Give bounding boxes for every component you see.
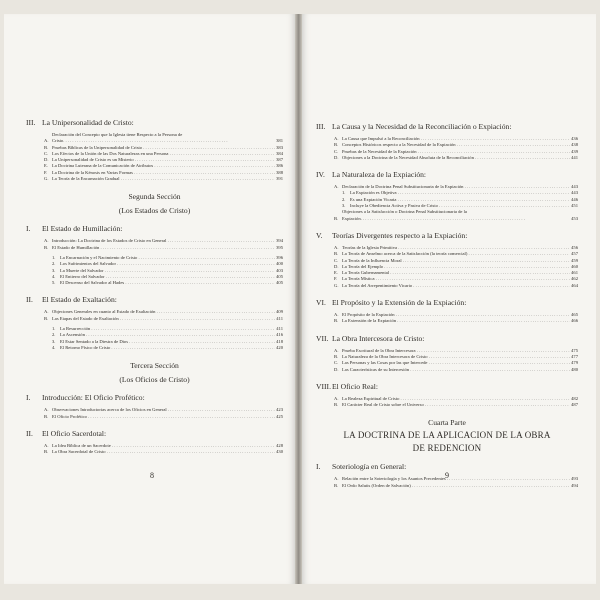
toc-entry-text: La Encarnación y el Nacimiento de Cristo . . . <box>60 255 275 261</box>
toc-entry-text: Introducción: La Doctrina de los Estados de Cristo en General . . . <box>52 238 275 244</box>
toc-section-title: Introducción: El Oficio Profético: <box>42 393 145 403</box>
toc-entry-marker: B. <box>44 449 49 455</box>
toc-entry-list <box>316 184 578 222</box>
toc-entry-marker: C. <box>334 257 339 263</box>
toc-entry-page[interactable]: 462 <box>571 276 578 282</box>
toc-entry-page[interactable]: 460 <box>571 263 578 269</box>
toc-entry-marker: G. <box>334 282 339 288</box>
toc-entry-text: La Teoría del Arrepentimiento Vicario . . . <box>342 283 570 289</box>
toc-entry-page[interactable]: 480 <box>571 366 578 372</box>
toc-entry-page[interactable]: 443 <box>571 184 578 190</box>
toc-entry-marker: F. <box>44 169 48 175</box>
toc-entry-marker: B. <box>44 244 49 250</box>
toc-entry-continuation <box>342 216 578 222</box>
toc-entry-page[interactable]: 418 <box>276 338 283 344</box>
toc-entry-text: Objeciones a la Doctrina de la Necesidad Absoluta de la Reconciliación . . . <box>342 155 570 161</box>
toc-entry-marker: D. <box>334 154 339 160</box>
toc-entry-page[interactable]: 420 <box>276 344 283 350</box>
toc-entry-page[interactable]: 405 <box>276 280 283 286</box>
left-page <box>4 14 295 584</box>
toc-section-numeral: III. <box>316 122 326 131</box>
toc-entry-page[interactable]: 464 <box>571 282 578 288</box>
toc-section-numeral: I. <box>316 462 321 472</box>
toc-section-numeral: II. <box>26 295 33 305</box>
toc-entry-marker: C. <box>334 360 339 366</box>
toc-entry-page[interactable]: 466 <box>571 318 578 324</box>
toc-entry-text: La Doctrina de la Kénosis en Varias Formas . . . <box>52 170 275 176</box>
toc-entry-page[interactable]: 446 <box>571 196 578 202</box>
toc-entry-marker: B. <box>334 402 339 408</box>
page-number-left: 8 <box>150 471 154 480</box>
toc-entry-text: Declaración de la Doctrina Penal Substitucionaria de la Expiación . . . <box>342 184 570 190</box>
toc-entry-text: Los Efectos de la Unión de las Dos Naturalezas en una Persona . . . <box>52 151 275 157</box>
toc-section-title: El Propósito y la Extensión de la Expiación: <box>332 298 467 308</box>
toc-entry-text <box>52 132 283 145</box>
toc-entry-text: La Expiación es Objetiva . . . <box>350 190 570 196</box>
toc-entry-page[interactable]: 441 <box>571 154 578 160</box>
toc-entry-text: La Muerte del Salvador . . . <box>60 268 275 274</box>
toc-entry-text: La Teoría de Anselmo acerca de la Satisfacción (la teoría comercial) . . . <box>342 251 570 257</box>
toc-entry-page[interactable]: 438 <box>571 142 578 148</box>
toc-entry-marker: E. <box>334 270 338 276</box>
toc-section-title: El Oficio Real: <box>332 381 378 391</box>
toc-section-heading <box>316 382 578 392</box>
toc-section <box>316 298 578 325</box>
toc-entry-page[interactable]: 383 <box>276 144 283 150</box>
toc-entry-text: La Causa que Impulsó a la Reconciliación . . . <box>342 136 570 142</box>
toc-entry[interactable] <box>44 176 283 182</box>
toc-entry-list <box>26 309 283 351</box>
toc-entry-marker: A. <box>44 238 49 244</box>
toc-entry-text: La Teoría del Ejemplo . . . <box>342 264 570 270</box>
toc-section-heading <box>316 122 578 132</box>
toc-entry-marker: A. <box>334 184 339 190</box>
toc-section-numeral: VIII. <box>316 381 331 391</box>
toc-entry-marker: G. <box>44 176 49 182</box>
toc-entry-text <box>342 209 578 222</box>
toc-section-heading <box>26 393 283 403</box>
dot-leader <box>361 216 570 222</box>
toc-entry-marker: A. <box>334 312 339 318</box>
toc-entry-text-line: Declaración del Concepto que la Iglesia tiene Respecto a la Persona de <box>52 132 183 137</box>
toc-entry-list <box>26 443 283 456</box>
toc-entry-text: La Teoría de la Encarnación Gradual . . . <box>52 176 275 182</box>
toc-entry-list <box>26 407 283 420</box>
toc-section-numeral: IV. <box>316 170 325 180</box>
toc-entry-page[interactable]: 387 <box>276 157 283 163</box>
toc-entry-list <box>316 396 578 409</box>
toc-section <box>316 231 578 289</box>
toc-entry-marker: 4. <box>52 344 56 350</box>
toc-entry-page[interactable]: 388 <box>276 169 283 175</box>
toc-entry-text: La Unipersonalidad de Cristo es un Misterio . . . <box>52 157 275 163</box>
toc-entry-text: La Ascensión . . . <box>60 332 275 338</box>
toc-entry-page[interactable]: 386 <box>276 163 283 169</box>
toc-entry-marker: B. <box>44 413 49 419</box>
toc-entry-text: El Estado de Humillación . . . <box>52 245 275 251</box>
toc-entry-text: Observaciones Introductorias acerca de los Oficios en General . . . <box>52 407 275 413</box>
toc-entry[interactable] <box>334 318 578 324</box>
seccion-2-label: Segunda Sección <box>128 192 181 202</box>
toc-entry-text-line: Expiación <box>342 215 361 221</box>
toc-section-heading <box>316 231 578 241</box>
toc-section-numeral: III. <box>26 118 36 127</box>
toc-entry-marker: 1. <box>52 326 56 332</box>
toc-entry-page[interactable]: 493 <box>571 476 578 482</box>
toc-entry-page[interactable]: 430 <box>276 449 283 455</box>
toc-entry-page[interactable]: 384 <box>276 150 283 156</box>
toc-entry-text: Las Personas y las Cosas por las que Intercede . . . <box>342 360 570 366</box>
toc-entry-text: El Estar Sentado a la Diestra de Dios . . . <box>60 339 275 345</box>
toc-entry-text: La Extensión de la Expiación . . . <box>342 318 570 324</box>
toc-entry-page[interactable]: 416 <box>276 332 283 338</box>
toc-section <box>26 224 283 286</box>
toc-entry-page[interactable]: 428 <box>276 442 283 448</box>
toc-entry-text-line: Cristo <box>52 138 64 144</box>
toc-entry-text: Las Características de su Intercesión . . . <box>342 367 570 373</box>
toc-entry-page[interactable]: 400 <box>276 261 283 267</box>
toc-entry-page[interactable]: 423 <box>276 407 283 413</box>
toc-entry-text: El Carácter Real de Cristo sobre el Universo . . . <box>342 402 570 408</box>
toc-entry-list <box>26 132 283 182</box>
toc-section-heading <box>316 298 578 308</box>
toc-entry[interactable] <box>44 414 283 420</box>
toc-entry-text: La Resurrección . . . <box>60 326 275 332</box>
toc-entry-text: La Realeza Espiritual de Cristo . . . <box>342 396 570 402</box>
toc-entry-marker: B. <box>334 318 339 324</box>
toc-entry[interactable] <box>44 345 283 351</box>
toc-entry-marker: 3. <box>52 267 56 273</box>
book-gutter <box>295 14 302 584</box>
toc-entry-page[interactable]: 439 <box>571 148 578 154</box>
toc-section <box>316 122 578 161</box>
toc-entry-page[interactable]: 456 <box>571 244 578 250</box>
toc-entry-marker: B. <box>44 315 49 321</box>
toc-entry-marker: A. <box>334 395 339 401</box>
toc-section-numeral: V. <box>316 230 323 240</box>
toc-entry-list <box>316 245 578 289</box>
toc-entry-marker: B. <box>334 482 339 488</box>
toc-entry-page[interactable]: 477 <box>571 353 578 359</box>
toc-section-heading <box>26 118 283 128</box>
seccion-3-label: Tercera Sección <box>130 361 179 371</box>
toc-entry-text: La Teoría Mística . . . <box>342 276 570 282</box>
seccion-2-heading <box>26 191 283 216</box>
toc-entry-marker: A. <box>44 138 49 144</box>
toc-entry-page[interactable]: 409 <box>276 309 283 315</box>
toc-section <box>26 118 283 182</box>
toc-entry-text: Prueba Escritural de la Obra Intercesora . . . <box>342 348 570 354</box>
toc-section-numeral: VII. <box>316 333 329 343</box>
toc-entry-page[interactable]: 453 <box>571 215 578 221</box>
toc-entry-page[interactable]: 443 <box>571 190 578 196</box>
toc-entry-list <box>316 312 578 325</box>
toc-entry-text: La Obra Sacerdotal de Cristo . . . <box>52 449 275 455</box>
toc-section-title: La Causa y la Necesidad de la Reconciliación o Expiación: <box>332 122 512 131</box>
toc-section <box>26 295 283 351</box>
toc-entry-marker: B. <box>334 353 339 359</box>
toc-entry-text: El Descenso del Salvador al Hades . . . <box>60 280 275 286</box>
toc-section <box>26 393 283 420</box>
toc-entry-page[interactable]: 411 <box>276 326 283 332</box>
toc-entry-marker: B. <box>334 142 339 148</box>
toc-entry-marker: E. <box>44 163 48 169</box>
toc-section-title: La Obra Intercesora de Cristo: <box>332 333 425 343</box>
toc-entry-page[interactable]: 451 <box>571 203 578 209</box>
toc-entry[interactable] <box>44 316 283 322</box>
toc-entry-page[interactable]: 487 <box>571 402 578 408</box>
toc-entry-marker: 3. <box>342 203 346 209</box>
toc-entry-text: La Doctrina Luterana de la Comunicación de Atributos . . . <box>52 163 275 169</box>
toc-entry-text: La Teoría de la Influencia Moral . . . <box>342 258 570 264</box>
parte-label: Cuarta Parte <box>428 418 466 428</box>
toc-entry-text-line: Objeciones a la Satisfacción o Doctrina Penal Substitucionaria de la <box>342 209 467 215</box>
toc-entry-marker: A. <box>44 442 49 448</box>
toc-section <box>26 429 283 456</box>
toc-entry-text: La Naturaleza de la Obra Intercesora de Cristo . . . <box>342 354 570 360</box>
seccion-2-subtitle: (Los Estados de Cristo) <box>118 206 191 216</box>
right-block-1 <box>316 122 578 408</box>
toc-entry-text: La Teoría Gubernamental . . . <box>342 270 570 276</box>
toc-entry-marker: 1. <box>342 190 346 196</box>
left-block-2 <box>26 224 283 351</box>
toc-entry-marker: A. <box>334 136 339 141</box>
toc-entry[interactable] <box>44 132 283 145</box>
toc-entry-page[interactable]: 381 <box>276 138 283 144</box>
parte-title-line-1: LA DOCTRINA DE LA APLICACION DE LA OBRA <box>343 430 551 441</box>
toc-section-title: La Naturaleza de la Expiación: <box>332 170 427 180</box>
toc-section-title: Soteriología en General: <box>332 462 407 472</box>
toc-entry-page[interactable]: 461 <box>571 270 578 276</box>
toc-entry-marker: 2. <box>52 261 56 267</box>
toc-section-title: El Estado de Exaltación: <box>42 295 117 305</box>
toc-entry-text: Pruebas Bíblicas de la Unipersonalidad de Cristo . . . <box>52 145 275 151</box>
toc-entry[interactable] <box>334 209 578 222</box>
toc-entry-text: Relación entre la Soteriología y los Asuntos Precedentes . . . <box>342 476 570 482</box>
toc-entry[interactable] <box>334 367 578 373</box>
toc-section-heading <box>26 295 283 305</box>
toc-entry-marker: 2. <box>52 332 56 338</box>
toc-entry-text: Incluye la Obediencia Activa y Pasiva de Cristo . . . <box>350 203 570 209</box>
toc-entry-text: Teorías de la Iglesia Primitiva . . . <box>342 245 570 251</box>
toc-entry-marker: 5. <box>52 280 56 286</box>
toc-entry-page[interactable]: 475 <box>571 347 578 353</box>
toc-entry-marker: D. <box>334 366 339 372</box>
toc-section <box>316 334 578 373</box>
toc-section-heading <box>26 224 283 234</box>
right-page <box>302 14 596 584</box>
toc-entry-text: El Entierro del Salvador . . . <box>60 274 275 280</box>
toc-entry[interactable] <box>334 283 578 289</box>
toc-section-numeral: VI. <box>316 298 326 308</box>
toc-entry-page[interactable]: 457 <box>571 251 578 257</box>
toc-entry-page[interactable]: 482 <box>571 395 578 401</box>
toc-section-numeral: I. <box>26 393 31 403</box>
toc-entry-marker: A. <box>334 244 339 250</box>
toc-entry[interactable] <box>334 402 578 408</box>
toc-entry-list <box>26 238 283 286</box>
toc-entry-marker: C. <box>334 148 339 154</box>
toc-entry-page[interactable]: 411 <box>276 315 283 321</box>
toc-entry-marker: 1. <box>52 254 56 260</box>
toc-entry-list <box>316 348 578 373</box>
toc-entry-marker: A. <box>334 347 339 353</box>
page-number-right: 9 <box>445 471 449 480</box>
toc-entry-text: Conceptos Históricos respecto a la Necesidad de la Expiación . . . <box>342 142 570 148</box>
toc-section <box>316 382 578 409</box>
toc-section-numeral: II. <box>26 428 33 438</box>
toc-entry-marker: A. <box>334 476 339 482</box>
toc-entry-text: El Propósito de la Expiación . . . <box>342 312 570 318</box>
toc-entry-page[interactable]: 395 <box>276 244 283 250</box>
toc-entry-page[interactable]: 479 <box>571 360 578 366</box>
toc-entry-marker: D. <box>44 157 49 163</box>
toc-entry-page[interactable]: 425 <box>276 413 283 419</box>
toc-section-title: El Oficio Sacerdotal: <box>42 428 107 438</box>
toc-entry-page[interactable]: 396 <box>276 254 283 260</box>
toc-entry-text: Es una Expiación Vicaria . . . <box>350 197 570 203</box>
toc-entry-list <box>316 136 578 161</box>
toc-entry-page[interactable]: 465 <box>571 312 578 318</box>
toc-entry[interactable] <box>44 449 283 455</box>
toc-entry[interactable] <box>334 483 578 489</box>
toc-entry-page[interactable]: 405 <box>276 273 283 279</box>
toc-entry-marker: B. <box>334 215 339 221</box>
toc-section-heading <box>316 170 578 180</box>
toc-entry-page[interactable]: 394 <box>276 238 283 244</box>
parte-title-line-2: DE REDENCION <box>412 443 482 454</box>
toc-entry-text: El Ordo Salutis (Orden de Salvación) . . . <box>342 483 570 489</box>
toc-entry[interactable] <box>334 155 578 161</box>
toc-entry[interactable] <box>44 280 283 286</box>
toc-entry-text: El Retorno Físico de Cristo . . . <box>60 345 275 351</box>
left-block-1 <box>26 118 283 182</box>
toc-section-numeral: I. <box>26 224 31 234</box>
toc-section-title: La Unipersonalidad de Cristo: <box>42 118 134 127</box>
toc-section-title: Teorías Divergentes respecto a la Expiación: <box>332 230 468 240</box>
toc-entry-text: Los Sufrimientos del Salvador . . . <box>60 261 275 267</box>
toc-entry-page[interactable]: 391 <box>276 176 283 182</box>
toc-entry-marker: A. <box>44 407 49 413</box>
toc-entry-text: Las Etapas del Estado de Exaltación . . . <box>52 316 275 322</box>
toc-entry-marker: 2. <box>342 196 346 202</box>
seccion-3-heading <box>26 360 283 385</box>
toc-entry-marker: 3. <box>52 338 56 344</box>
toc-entry-marker: 4. <box>52 273 56 279</box>
seccion-3-subtitle: (Los Oficios de Cristo) <box>119 375 190 385</box>
toc-entry-text: El Oficio Profético . . . <box>52 414 275 420</box>
toc-entry-page[interactable]: 436 <box>571 136 578 141</box>
toc-section-title: El Estado de Humillación: <box>42 224 123 234</box>
toc-entry-text: La Idea Bíblica de un Sacerdote . . . <box>52 443 275 449</box>
toc-entry-marker: B. <box>334 251 339 257</box>
toc-entry-text: Pruebas de la Necesidad de la Expiación . . . <box>342 149 570 155</box>
parte-heading <box>316 417 578 454</box>
toc-entry-marker: B. <box>44 144 49 150</box>
toc-entry-text: Objeciones Generales en cuanto al Estado de Exaltación . . . <box>52 309 275 315</box>
toc-entry-marker: A. <box>44 309 49 315</box>
toc-entry-page[interactable]: 459 <box>571 257 578 263</box>
toc-entry-marker: D. <box>334 263 339 269</box>
left-block-3 <box>26 393 283 455</box>
toc-entry-page[interactable]: 403 <box>276 267 283 273</box>
toc-entry-marker: C. <box>44 150 49 156</box>
toc-entry[interactable] <box>44 245 283 251</box>
toc-entry-page[interactable]: 494 <box>571 482 578 488</box>
toc-section-heading <box>26 429 283 439</box>
toc-entry-marker: F. <box>334 276 338 282</box>
toc-section-heading <box>316 334 578 344</box>
toc-section <box>316 170 578 222</box>
